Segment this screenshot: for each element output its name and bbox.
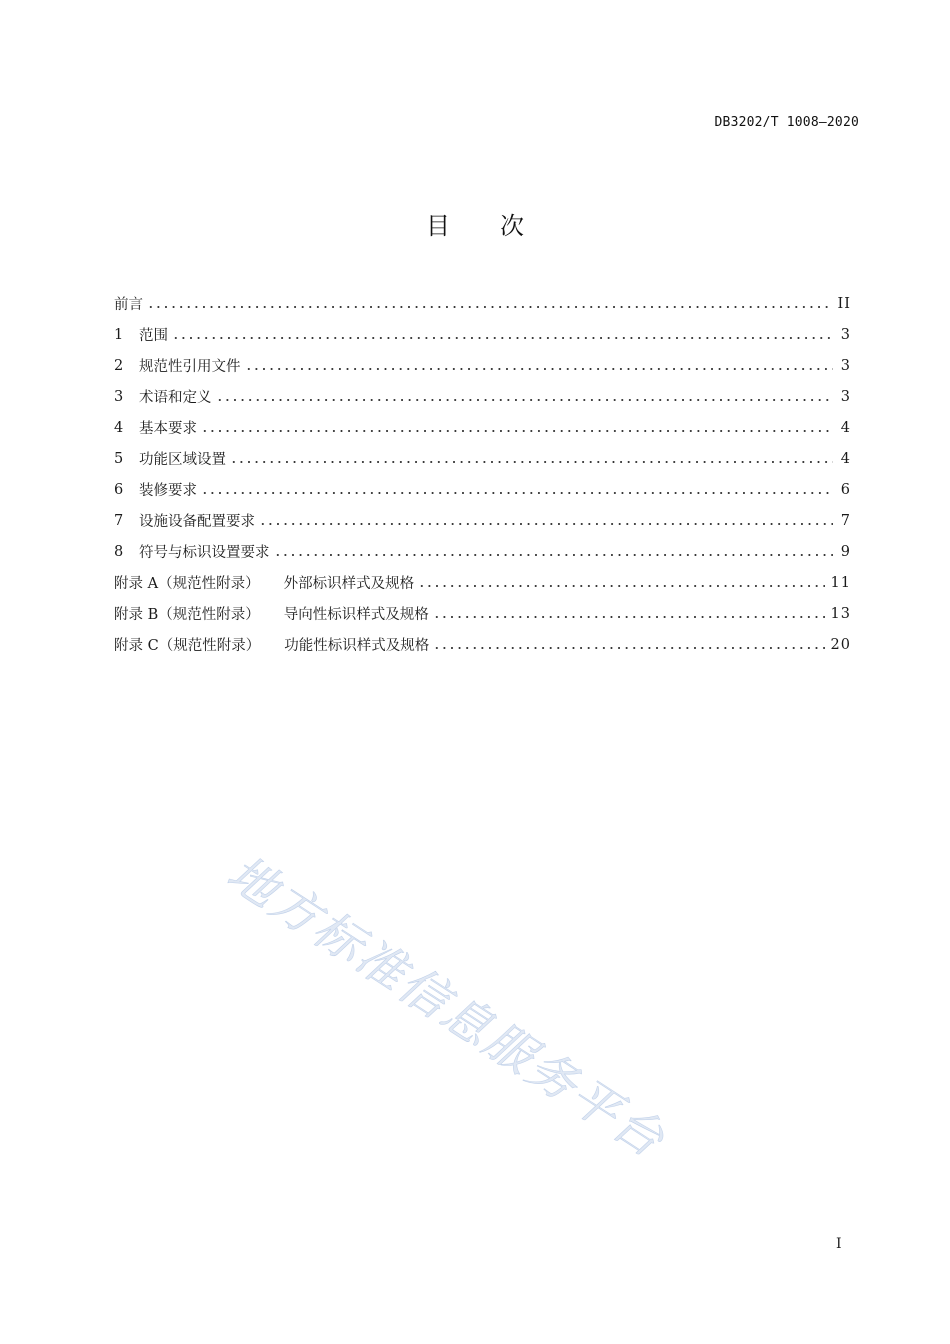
toc-entry-title: 装修要求 [139, 483, 197, 499]
toc-annex-label: 附录 B（规范性附录） [114, 607, 260, 623]
toc-entry-5[interactable] [114, 443, 851, 474]
toc-page-number: 3 [840, 326, 851, 343]
watermark: 地方标准信息服务平台 [217, 844, 676, 1170]
toc-page-number: 7 [840, 512, 851, 529]
toc-section-number: 4 [114, 419, 124, 436]
toc-entry-foreword[interactable] [114, 288, 851, 319]
toc-page-number: 3 [840, 388, 851, 405]
toc-dot-leader [418, 581, 824, 591]
toc-entry-title: 导向性标识样式及规格 [283, 607, 429, 623]
toc-page-number: 4 [840, 450, 851, 467]
toc-entry-7[interactable] [114, 505, 851, 536]
toc-section-number: 8 [114, 543, 124, 560]
page-title-char-1: 目 [426, 212, 450, 240]
toc-dot-leader [201, 488, 833, 498]
toc-dot-leader [274, 550, 834, 560]
toc-dot-leader [433, 612, 825, 622]
toc-page-number: 13 [830, 605, 851, 622]
toc-entry-title: 符号与标识设置要求 [139, 545, 270, 561]
toc-dot-leader [433, 643, 824, 653]
page-number: I [836, 1236, 842, 1252]
page-title [0, 206, 950, 241]
toc-dot-leader [245, 364, 834, 374]
toc-entry-3[interactable] [114, 381, 851, 412]
toc-dot-leader [230, 457, 833, 467]
toc-entry-annex-c[interactable] [114, 629, 851, 660]
toc-entry-annex-a[interactable] [114, 567, 851, 598]
toc-entry-6[interactable] [114, 474, 851, 505]
toc-section-number: 5 [114, 450, 124, 467]
toc-dot-leader [172, 333, 833, 343]
toc-section-number: 1 [114, 326, 124, 343]
toc-entry-2[interactable] [114, 350, 851, 381]
toc-entry-title: 外部标识样式及规格 [283, 576, 415, 592]
toc-page-number: 9 [840, 543, 851, 560]
toc-entry-title: 功能性标识样式及规格 [284, 638, 430, 654]
toc-entry-title: 范围 [139, 328, 168, 344]
toc-section-number: 3 [114, 388, 124, 405]
document-code: DB3202/T 1008—2020 [714, 115, 859, 130]
toc-dot-leader [216, 395, 834, 405]
toc-entry-title: 基本要求 [139, 421, 197, 437]
toc-section-number: 2 [114, 357, 124, 374]
toc-section-number: 6 [114, 481, 124, 498]
toc-entry-title: 前言 [114, 297, 143, 313]
toc-entry-annex-b[interactable] [114, 598, 851, 629]
toc-page-number: 6 [840, 481, 851, 498]
toc-annex-label: 附录 A（规范性附录） [114, 576, 260, 592]
toc-annex-label: 附录 C（规范性附录） [114, 638, 261, 654]
toc-page-number: 4 [840, 419, 851, 436]
toc-page-number: 20 [830, 636, 851, 653]
toc-entry-8[interactable] [114, 536, 851, 567]
toc-page-number: 3 [840, 357, 851, 374]
page-title-char-2: 次 [500, 212, 524, 240]
toc-entry-1[interactable] [114, 319, 851, 350]
toc-dot-leader [201, 426, 833, 436]
toc-entry-title: 术语和定义 [139, 390, 212, 406]
toc-entry-title: 规范性引用文件 [139, 359, 241, 375]
toc-page-number: II [837, 295, 851, 312]
toc-page-number: 11 [830, 574, 851, 591]
toc-entry-4[interactable] [114, 412, 851, 443]
toc-section-number: 7 [114, 512, 124, 529]
table-of-contents [114, 288, 851, 660]
toc-entry-title: 设施设备配置要求 [139, 514, 255, 530]
toc-dot-leader [259, 519, 833, 529]
toc-entry-title: 功能区域设置 [139, 452, 226, 468]
toc-dot-leader [147, 302, 832, 312]
